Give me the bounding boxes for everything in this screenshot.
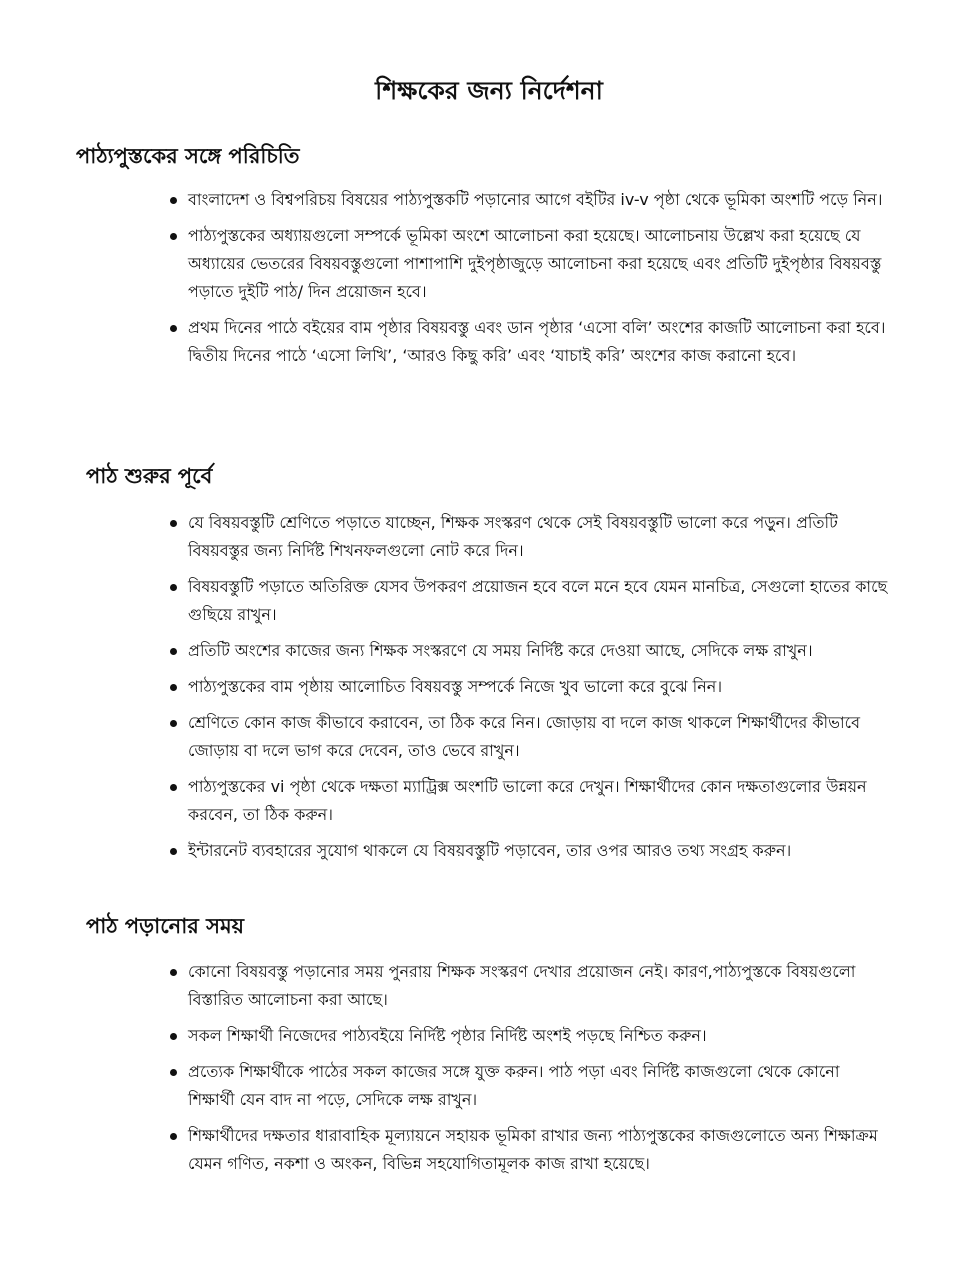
page-title: শিক্ষকের জন্য নির্দেশনা bbox=[375, 76, 603, 105]
list-item: শিক্ষার্থীদের দক্ষতার ধারাবাহিক মূল্যায়নে সহায়ক ভূমিকা রাখার জন্য পাঠ্যপুস্তকের কাজগুলোতে অন্য শিক্ষাক্রম যেমন গণিত, নকশা ও অংকন, বিভিন্ন সহযোগিতামূলক কাজ রাখা হয়েছে। bbox=[168, 1122, 888, 1178]
list-item: যে বিষয়বস্তুটি শ্রেণিতে পড়াতে যাচ্ছেন, শিক্ষক সংস্করণ থেকে সেই বিষয়বস্তুটি ভালো করে পড়ুন। প্রতিটি বিষয়বস্তুর জন্য নির্দিষ্ট শিখনফলগুলো নোট করে দিন। bbox=[168, 509, 888, 565]
list-item: সকল শিক্ষার্থী নিজেদের পাঠ্যবইয়ে নির্দিষ্ট পৃষ্ঠার নির্দিষ্ট অংশই পড়ছে নিশ্চিত করুন। bbox=[168, 1022, 888, 1050]
list-item: প্রথম দিনের পাঠে বইয়ের বাম পৃষ্ঠার বিষয়বস্তু এবং ডান পৃষ্ঠার ‘এসো বলি’ অংশের কাজটি আলোচনা করা হবে। দ্বিতীয় দিনের পাঠে ‘এসো লিখি’, ‘আরও কিছু করি’ এবং ‘যাচাই করি’ অংশের কাজ করানো হবে। bbox=[168, 314, 888, 370]
before-lesson-list bbox=[168, 509, 888, 873]
list-item: পাঠ্যপুস্তকের অধ্যায়গুলো সম্পর্কে ভূমিকা অংশে আলোচনা করা হয়েছে। আলোচনায় উল্লেখ করা হয়েছে যে অধ্যায়ের ভেতরের বিষয়বস্তুগুলো পাশাপাশি দুইপৃষ্ঠাজুড়ে আলোচনা করা হয়েছে এবং প্রতিটি দুইপৃষ্ঠার বিষয়বস্তু পড়াতে দুইটি পাঠ/ দিন প্রয়োজন হবে। bbox=[168, 222, 888, 306]
list-item: প্রতিটি অংশের কাজের জন্য শিক্ষক সংস্করণে যে সময় নির্দিষ্ট করে দেওয়া আছে, সেদিকে লক্ষ রাখুন। bbox=[168, 637, 888, 665]
list-item: ইন্টারনেট ব্যবহারের সুযোগ থাকলে যে বিষয়বস্তুটি পড়াবেন, তার ওপর আরও তথ্য সংগ্রহ করুন। bbox=[168, 837, 888, 865]
list-item: পাঠ্যপুস্তকের বাম পৃষ্ঠায় আলোচিত বিষয়বস্তু সম্পর্কে নিজে খুব ভালো করে বুঝে নিন। bbox=[168, 673, 888, 701]
during-lesson-list bbox=[168, 958, 888, 1186]
list-item: প্রত্যেক শিক্ষার্থীকে পাঠের সকল কাজের সঙ্গে যুক্ত করুন। পাঠ পড়া এবং নির্দিষ্ট কাজগুলো থেকে কোনো শিক্ষার্থী যেন বাদ না পড়ে, সেদিকে লক্ষ রাখুন। bbox=[168, 1058, 888, 1114]
list-item: বাংলাদেশ ও বিশ্বপরিচয় বিষয়ের পাঠ্যপুস্তকটি পড়ানোর আগে বইটির iv-v পৃষ্ঠা থেকে ভূমিকা অংশটি পড়ে নিন। bbox=[168, 186, 888, 214]
section-heading-before-lesson: পাঠ শুরুর পূর্বে bbox=[86, 464, 213, 488]
section-heading-during-lesson: পাঠ পড়ানোর সময় bbox=[86, 914, 245, 938]
list-item: কোনো বিষয়বস্তু পড়ানোর সময় পুনরায় শিক্ষক সংস্করণ দেখার প্রয়োজন নেই। কারণ,পাঠ্যপুস্তকে বিষয়গুলো বিস্তারিত আলোচনা করা আছে। bbox=[168, 958, 888, 1014]
list-item: বিষয়বস্তুটি পড়াতে অতিরিক্ত যেসব উপকরণ প্রয়োজন হবে বলে মনে হবে যেমন মানচিত্র, সেগুলো হাতের কাছে গুছিয়ে রাখুন। bbox=[168, 573, 888, 629]
section-heading-introduction: পাঠ্যপুস্তকের সঙ্গে পরিচিতি bbox=[76, 144, 300, 168]
introduction-list bbox=[168, 186, 888, 378]
list-item: শ্রেণিতে কোন কাজ কীভাবে করাবেন, তা ঠিক করে নিন। জোড়ায় বা দলে কাজ থাকলে শিক্ষার্থীদের কীভাবে জোড়ায় বা দলে ভাগ করে দেবেন, তাও ভেবে রাখুন। bbox=[168, 709, 888, 765]
list-item: পাঠ্যপুস্তকের vi পৃষ্ঠা থেকে দক্ষতা ম্যাট্রিক্স অংশটি ভালো করে দেখুন। শিক্ষার্থীদের কোন দক্ষতাগুলোর উন্নয়ন করবেন, তা ঠিক করুন। bbox=[168, 773, 888, 829]
